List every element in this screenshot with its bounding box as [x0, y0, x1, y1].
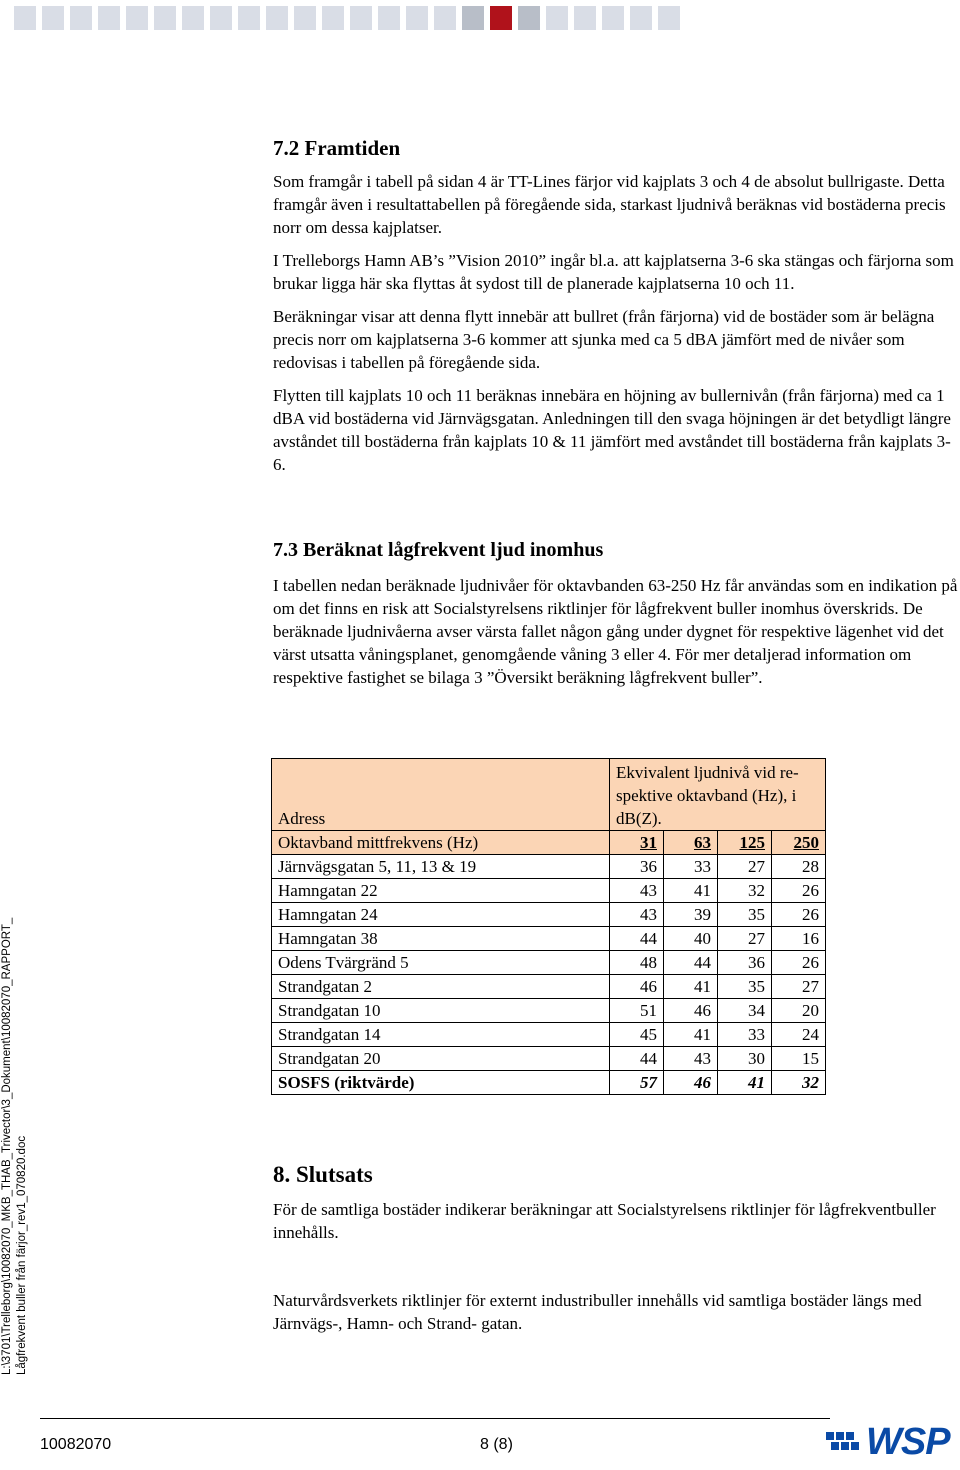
- value-cell: 34: [718, 999, 772, 1023]
- octave-cell: 250: [772, 831, 826, 855]
- header-square: [322, 6, 344, 30]
- value-cell: 15: [772, 1047, 826, 1071]
- paragraph: I Trelleborgs Hamn AB’s ”Vision 2010” ingår bl.a. att kajplatserna 3-6 ska stängas och färjorna som brukar ligga här ska flyttas åt sydost till de planerade kajplatserna 10 och 11.: [273, 251, 954, 293]
- value-cell: 27: [772, 975, 826, 999]
- header-square: [14, 6, 36, 30]
- header-square: [462, 6, 484, 30]
- address-cell: Järnvägsgatan 5, 11, 13 & 19: [272, 855, 610, 879]
- file-path-line: L:\3701\Trelleborg\10082070_MKB_THAB_Trivector\3_Dokument\10082070_RAPPORT_: [1, 917, 13, 1375]
- address-cell: Odens Tvärgränd 5: [272, 951, 610, 975]
- value-cell: 43: [610, 903, 664, 927]
- section-8: [273, 1160, 960, 1335]
- value-cell: 48: [610, 951, 664, 975]
- table-row: [272, 879, 826, 903]
- value-cell: 35: [718, 975, 772, 999]
- header-square: [350, 6, 372, 30]
- value-cell: 36: [610, 855, 664, 879]
- table-header-row: [272, 759, 826, 831]
- guideline-cell: 46: [664, 1071, 718, 1095]
- value-cell: 41: [664, 1023, 718, 1047]
- header-square: [658, 6, 680, 30]
- header-square: [182, 6, 204, 30]
- logo-text: WSP: [866, 1421, 950, 1463]
- footer-rule: [40, 1418, 830, 1419]
- octave-label: Oktavband mittfrekvens (Hz): [272, 831, 610, 855]
- octave-cell: 63: [664, 831, 718, 855]
- value-cell: 33: [664, 855, 718, 879]
- paragraph: För de samtliga bostäder indikerar beräkningar att Socialstyrelsens riktlinjer för lågfrekventbuller innehålls.: [273, 1200, 936, 1242]
- header-square: [266, 6, 288, 30]
- value-cell: 46: [664, 999, 718, 1023]
- section-title: 8. Slutsats: [273, 1162, 373, 1187]
- column-header-address: Adress: [272, 759, 610, 831]
- address-cell: Strandgatan 10: [272, 999, 610, 1023]
- address-cell: Strandgatan 2: [272, 975, 610, 999]
- header-square: [70, 6, 92, 30]
- header-square: [42, 6, 64, 30]
- guideline-row: [272, 1071, 826, 1095]
- value-cell: 44: [610, 927, 664, 951]
- address-cell: Strandgatan 20: [272, 1047, 610, 1071]
- address-cell: Strandgatan 14: [272, 1023, 610, 1047]
- header-square: [294, 6, 316, 30]
- value-cell: 28: [772, 855, 826, 879]
- section-title: 7.2 Framtiden: [273, 136, 401, 160]
- header-square: [434, 6, 456, 30]
- paragraph: I tabellen nedan beräknade ljudnivåer för oktavbanden 63-250 Hz får användas som en indikation på om det finns en risk att Socialstyrelsens riktlinjer för lågfrekvent buller inomhus överskrids. De beräknade ljudnivåerna avser värsta fallet någon gång under dygnet för respektive lägenhet vid det värst utsatta våningsplanet, genomgående våning 3 eller 4. För mer detaljerad information om respektive fastighet se bilaga 3 ”Översikt beräkning lågfrekvent buller”.: [273, 576, 958, 687]
- section-7-3: [273, 536, 960, 689]
- value-cell: 26: [772, 879, 826, 903]
- header-square: [126, 6, 148, 30]
- header-square: [406, 6, 428, 30]
- table-row: [272, 951, 826, 975]
- value-cell: 40: [664, 927, 718, 951]
- value-cell: 16: [772, 927, 826, 951]
- value-cell: 24: [772, 1023, 826, 1047]
- header-square: [574, 6, 596, 30]
- file-path-line: Lågfrekvent buller från färjor_rev1_070820.doc: [16, 1135, 28, 1375]
- noise-level-table: [271, 758, 826, 1095]
- table-row: [272, 927, 826, 951]
- value-cell: 43: [664, 1047, 718, 1071]
- table-row: [272, 903, 826, 927]
- value-cell: 36: [718, 951, 772, 975]
- value-cell: 26: [772, 903, 826, 927]
- page-number: 8 (8): [480, 1436, 513, 1453]
- value-cell: 45: [610, 1023, 664, 1047]
- guideline-cell: 57: [610, 1071, 664, 1095]
- value-cell: 27: [718, 927, 772, 951]
- value-cell: 44: [610, 1047, 664, 1071]
- table-row: [272, 975, 826, 999]
- value-cell: 43: [610, 879, 664, 903]
- value-cell: 41: [664, 879, 718, 903]
- header-decoration: [14, 6, 680, 30]
- header-square: [210, 6, 232, 30]
- header-square: [602, 6, 624, 30]
- value-cell: 27: [718, 855, 772, 879]
- header-square: [98, 6, 120, 30]
- table-row: [272, 855, 826, 879]
- header-square: [630, 6, 652, 30]
- wsp-logo: [826, 1421, 950, 1464]
- value-cell: 51: [610, 999, 664, 1023]
- value-cell: 26: [772, 951, 826, 975]
- address-cell: Hamngatan 22: [272, 879, 610, 903]
- value-cell: 35: [718, 903, 772, 927]
- header-square: [378, 6, 400, 30]
- value-cell: 32: [718, 879, 772, 903]
- table-row: [272, 1023, 826, 1047]
- table-row: [272, 999, 826, 1023]
- header-square: [518, 6, 540, 30]
- logo-mark-icon: [826, 1426, 866, 1460]
- value-cell: 46: [610, 975, 664, 999]
- paragraph: Naturvårdsverkets riktlinjer för externt industribuller innehålls vid samtliga bostäder längs med Järnvägs-, Hamn- och Strand- gatan.: [273, 1291, 922, 1333]
- guideline-cell: 41: [718, 1071, 772, 1095]
- octave-cell: 125: [718, 831, 772, 855]
- octave-cell: 31: [610, 831, 664, 855]
- file-path-sidebar: [0, 918, 30, 1375]
- octave-row: [272, 831, 826, 855]
- section-7-2: [273, 134, 960, 486]
- address-cell: Hamngatan 38: [272, 927, 610, 951]
- value-cell: 33: [718, 1023, 772, 1047]
- value-cell: 30: [718, 1047, 772, 1071]
- section-title: 7.3 Beräknat lågfrekvent ljud inomhus: [273, 539, 604, 561]
- header-square-accent: [490, 6, 512, 30]
- document-number: 10082070: [40, 1436, 112, 1453]
- header-square: [546, 6, 568, 30]
- guideline-cell: 32: [772, 1071, 826, 1095]
- value-cell: 20: [772, 999, 826, 1023]
- header-square: [238, 6, 260, 30]
- guideline-label: SOSFS (riktvärde): [272, 1071, 610, 1095]
- value-cell: 41: [664, 975, 718, 999]
- paragraph: Beräkningar visar att denna flytt innebär att bullret (från färjorna) vid de bostäder som är belägna precis norr om kajplatserna 3-6 kommer att sjunka med ca 5 dBA jämfört med de nivåer som redovisas i tabellen på föregående sida.: [273, 307, 935, 372]
- address-cell: Hamngatan 24: [272, 903, 610, 927]
- paragraph: Som framgår i tabell på sidan 4 är TT-Lines färjor vid kajplats 3 och 4 de absolut bullrigaste. Detta framgår även i resultattabellen på föregående sida, starkast ljudnivå beräknas vid bostäderna precis norr om dessa kajplatser.: [273, 172, 946, 237]
- header-square: [154, 6, 176, 30]
- value-cell: 44: [664, 951, 718, 975]
- value-cell: 39: [664, 903, 718, 927]
- column-header-value: Ekvivalent ljudnivå vid respektive oktavband (Hz), i dB(Z).: [610, 759, 826, 831]
- paragraph: Flytten till kajplats 10 och 11 beräknas innebära en höjning av bullernivån (från färjorna) med ca 1 dBA vid bostäderna vid Järnvägsgatan. Anledningen till den svaga höjningen är det betydligt längre avståndet till bostäderna från kajplats 10 & 11 jämfört med avståndet till bostäderna från kajplats 3-6.: [273, 386, 951, 474]
- table-row: [272, 1047, 826, 1071]
